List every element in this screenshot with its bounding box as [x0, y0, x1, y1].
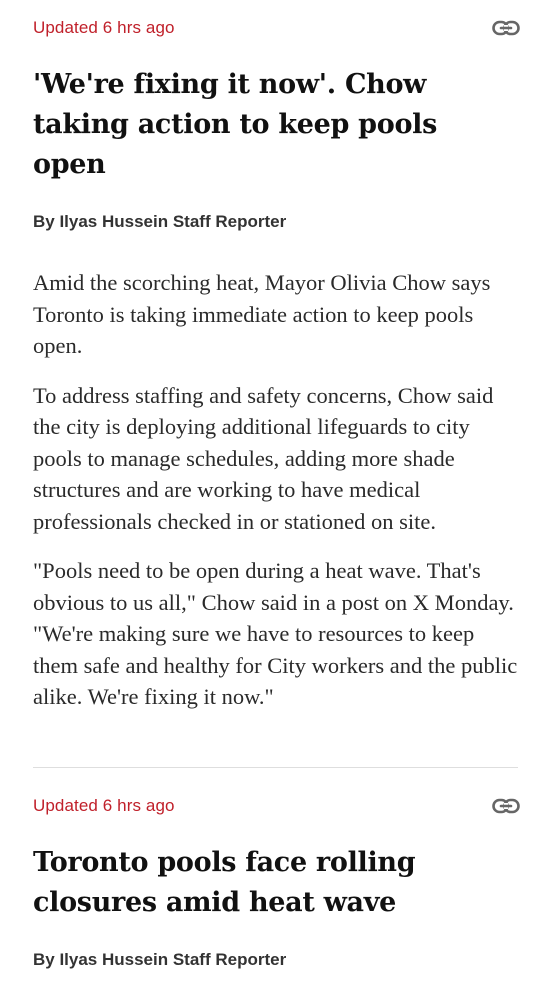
- live-post-1: [33, 14, 518, 713]
- post-meta-row: [33, 792, 518, 820]
- post-headline[interactable]: Toronto pools face rolling closures amid heat wave: [33, 847, 416, 918]
- post-divider: [33, 767, 518, 768]
- body-paragraph: "Pools need to be open during a heat wave. That's obvious to us all," Chow said in a post on X Monday. "We're making sure we have to resources to keep them safe and healthy for City workers and the public alike. We're fixing it now.": [33, 558, 518, 709]
- post-body: [33, 267, 518, 713]
- post-byline: By Ilyas Hussein Staff Reporter: [33, 950, 287, 969]
- body-paragraph: Amid the scorching heat, Mayor Olivia Chow says Toronto is taking immediate action to keep pools open.: [33, 270, 491, 358]
- link-icon[interactable]: [488, 14, 520, 42]
- post-headline[interactable]: 'We're fixing it now'. Chow taking action to keep pools open: [33, 69, 438, 180]
- link-icon-glyph: [492, 798, 520, 814]
- updated-timestamp: Updated 6 hrs ago: [33, 18, 175, 37]
- link-icon-glyph: [492, 20, 520, 36]
- post-meta-row: [33, 14, 518, 42]
- updated-timestamp: Updated 6 hrs ago: [33, 796, 175, 815]
- link-icon[interactable]: [488, 792, 520, 820]
- live-post-2: [33, 792, 518, 972]
- body-paragraph: To address staffing and safety concerns, Chow said the city is deploying additional lifeguards to city pools to manage schedules, adding more shade structures and are working to have medical professionals checked in or stationed on site.: [33, 382, 494, 534]
- post-byline: By Ilyas Hussein Staff Reporter: [33, 212, 287, 231]
